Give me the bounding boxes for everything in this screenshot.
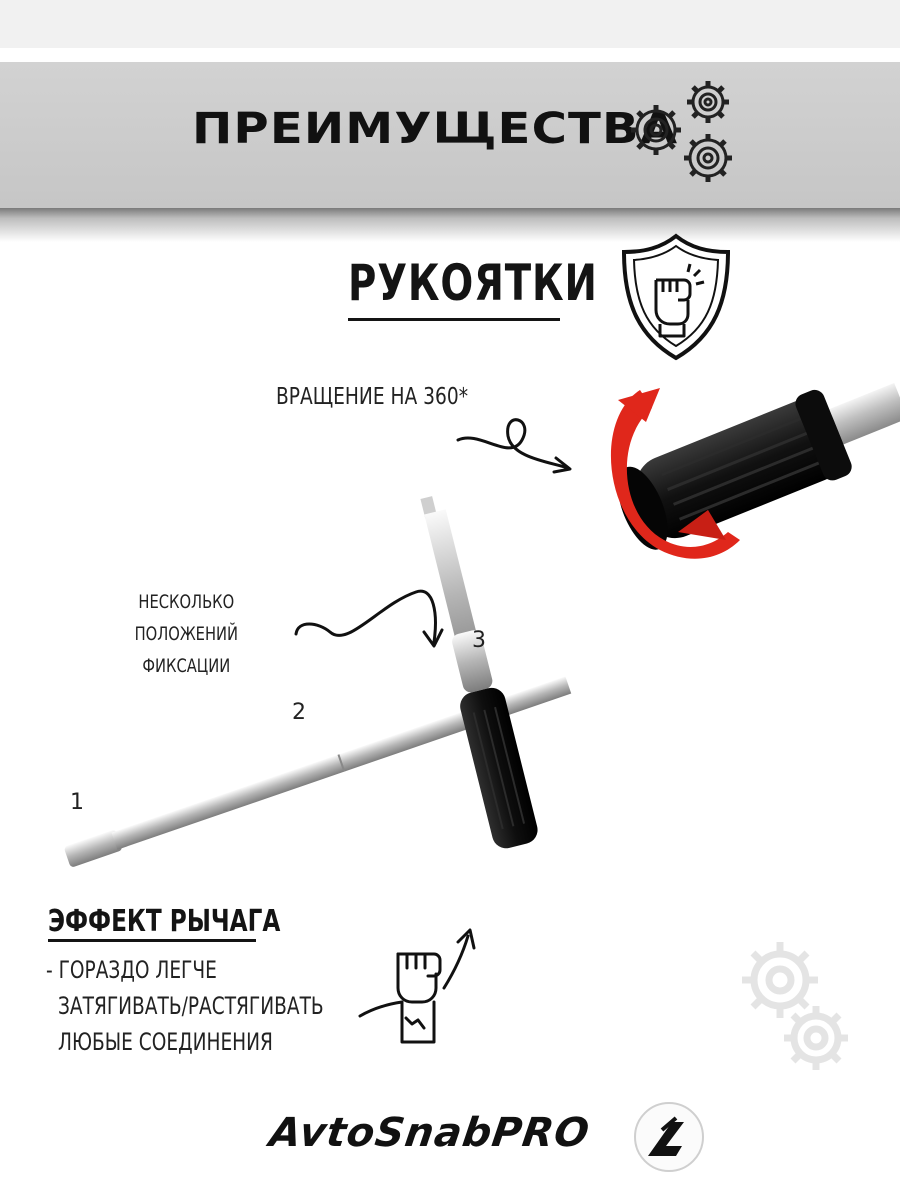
lever-underline xyxy=(48,939,256,942)
page-title: ПРЕИМУЩЕСТВА xyxy=(192,104,679,154)
position-2-label: 2 xyxy=(292,700,306,725)
header-shadow xyxy=(0,208,900,242)
position-3-label: 3 xyxy=(472,628,486,653)
gears-icon xyxy=(626,78,746,190)
position-1-label: 1 xyxy=(70,790,84,815)
fist-arrow-icon xyxy=(354,918,484,1048)
rotation-label: ВРАЩЕНИЕ НА 360* xyxy=(276,384,469,410)
lever-line-1: - ГОРАЗДО ЛЕГЧЕ xyxy=(46,956,217,984)
gears-outline-icon xyxy=(724,932,864,1082)
brand-logo-icon xyxy=(632,1100,706,1174)
positions-label-line1: НЕСКОЛЬКО ПОЛОЖЕНИЙ xyxy=(134,591,239,645)
lever-line-3: ЛЮБЫЕ СОЕДИНЕНИЯ xyxy=(58,1028,273,1056)
lever-title: ЭФФЕКТ РЫЧАГА xyxy=(48,904,281,939)
t-wrench-image xyxy=(30,480,650,870)
top-strip xyxy=(0,0,900,48)
shield-fist-icon xyxy=(616,232,736,362)
brand-name: AvtoSnabPRO xyxy=(266,1110,593,1156)
squiggle-arrow-icon xyxy=(450,400,580,480)
section-underline xyxy=(348,318,560,321)
lever-line-2: ЗАТЯГИВАТЬ/РАСТЯГИВАТЬ xyxy=(58,992,324,1020)
section-title: РУКОЯТКИ xyxy=(348,254,598,312)
positions-label-line2: ФИКСАЦИИ xyxy=(142,655,231,677)
